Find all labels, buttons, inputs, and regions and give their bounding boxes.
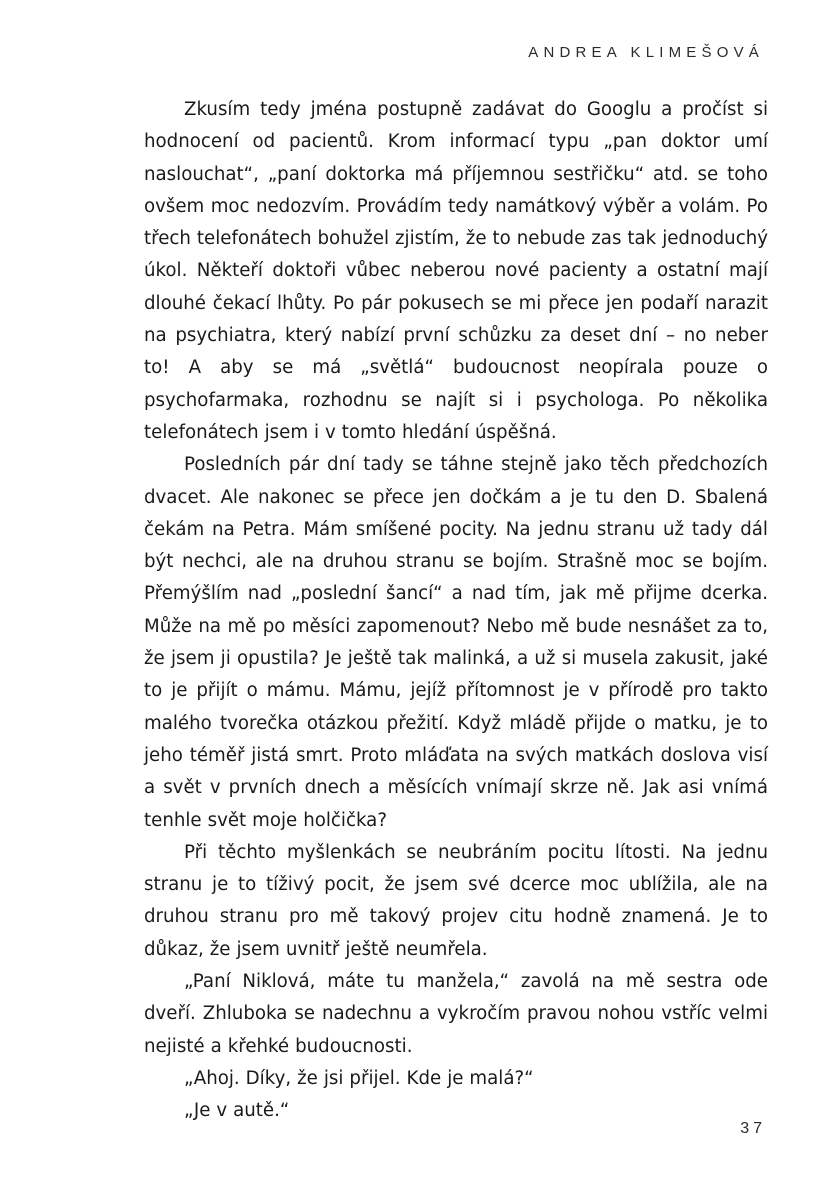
running-head-author: ANDREA KLIMEŠOVÁ [528, 44, 764, 61]
paragraph: Posledních pár dní tady se táhne stejně jako těch předchozích dvacet. Ale nakonec se přece jen dočkám a je tu den D. Sbalená čekám na Petra. Mám smíšené pocity. Na jednu stranu už tady dál být nechci, ale na druhou stranu se bojím. Strašně moc se bojím. Přemýšlím nad „poslední šancí“ a nad tím, jak mě přijme dcerka. Může na mě po měsíci zapomenout? Nebo mě bude nesnášet za to, že jsem ji opustila? Je ještě tak malinká, a už si musela zakusit, jaké to je přijít o mámu. Mámu, jejíž přítomnost je v přírodě pro takto malého tvorečka otázkou přežití. Když mládě přijde o matku, je to jeho téměř jistá smrt. Proto mláďata na svých matkách doslova visí a svět v prvních dnech a měsících vnímají skrze ně. Jak asi vnímá tenhle svět moje holčička? [144, 454, 768, 831]
paragraph: Zkusím tedy jména postupně zadávat do Googlu a pročíst si hodnocení od pacientů. Krom informací typu „pan doktor umí naslouchat“, „paní doktorka má příjemnou sestřičku“ atd. se toho ovšem moc nedozvím. Provádím tedy namátkový výběr a volám. Po třech telefonátech bohužel zjistím, že to nebude zas tak jednoduchý úkol. Někteří doktoři vůbec neberou nové pacienty a ostatní mají dlouhé čekací lhůty. Po pár pokusech se mi přece jen podaří narazit na psychiatra, který nabízí první schůzku za deset dní – no neber to! A aby se má „světlá“ budoucnost neopírala pouze o psychofarmaka, rozhodnu se najít si i psychologa. Po několika telefonátech jsem i v tomto hledání úspěšná. [144, 99, 768, 443]
paragraph: Při těchto myšlenkách se neubráním pocitu lítosti. Na jednu stranu je to tíživý pocit, že jsem své dcerce moc ublížila, ale na druhou stranu pro mě takový projev citu hodně znamená. Je to důkaz, že jsem uvnitř ještě neumřela. [144, 841, 768, 960]
body-text [144, 94, 768, 1128]
page-number: 37 [740, 1120, 766, 1137]
dialogue-line: „Je v autě.“ [184, 1100, 290, 1122]
dialogue-line: „Ahoj. Díky, že jsi přijel. Kde je malá?“ [184, 1067, 534, 1089]
paragraph: „Paní Niklová, máte tu manžela,“ zavolá na mě sestra ode dveří. Zhluboka se nadechnu a vykročím pravou nohou vstříc velmi nejisté a křehké budoucnosti. [144, 971, 768, 1057]
